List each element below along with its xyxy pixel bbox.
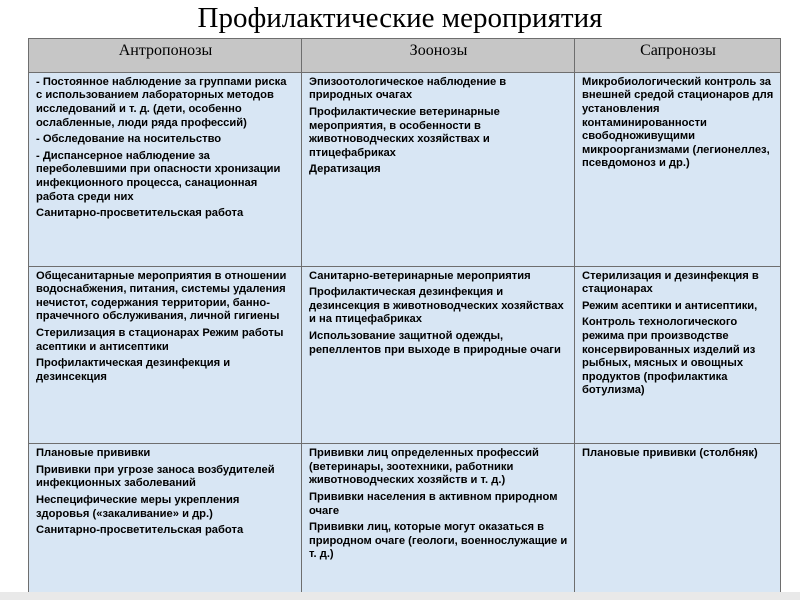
cell-sapronoses [575, 266, 781, 443]
cell-paragraph: Использование защитной одежды, репеллентов при выходе в природные очаги [309, 330, 561, 356]
cell-paragraph: Стерилизация и дезинфекция в стационарах [582, 269, 759, 296]
prevention-table [28, 38, 781, 598]
cell-anthroponoses [29, 72, 302, 266]
cell-zoonoses [302, 72, 575, 266]
header-zoonoses: Зоонозы [302, 39, 575, 73]
cell-paragraph: Режим асептики и антисептики, [582, 299, 758, 312]
header-sapronoses: Сапронозы [575, 39, 781, 73]
header-anthroponoses: Антропонозы [29, 39, 302, 73]
cell-paragraph: Прививки населения в активном природном очаге [309, 490, 558, 517]
cell-paragraph: - Обследование на носительство [36, 133, 222, 146]
cell-paragraph: Прививки лиц определенных профессий (ветеринары, зоотехники, работники животноводческих хозяйств и т. д.) [309, 447, 539, 487]
table-row [29, 444, 781, 598]
slide-bottom-band [0, 592, 800, 600]
cell-paragraph: - Постоянное наблюдение за группами риска с использованием лабораторных методов исследований и т. д. (дети, особенно ослабленные, люди ряда профессий) [36, 75, 287, 129]
cell-sapronoses [575, 444, 781, 598]
cell-sapronoses [575, 72, 781, 266]
page-title: Профилактические мероприятия [197, 2, 603, 34]
cell-paragraph: Общесанитарные мероприятия в отношении водоснабжения, питания, системы удаления нечистот, содержания территории, банно-прачечного обслуживания, личной гигиены [36, 269, 287, 323]
cell-zoonoses [302, 444, 575, 598]
cell-paragraph: Плановые прививки (столбняк) [582, 447, 758, 460]
cell-paragraph: Плановые прививки [36, 447, 151, 460]
table-row [29, 266, 781, 443]
cell-paragraph: Санитарно-просветительская работа [36, 524, 244, 537]
cell-paragraph: Стерилизация в стационарах Режим работы асептики и антисептики [36, 327, 284, 353]
cell-paragraph: Микробиологический контроль за внешней средой стационаров для установления контаминированности свободноживущими микроорганизмами (легионеллез, псевдомоноз и др.) [582, 75, 774, 170]
cell-paragraph: Дератизация [309, 163, 381, 176]
cell-paragraph: Профилактическая дезинфекция и дезинсекция [36, 357, 231, 383]
cell-paragraph: Контроль технологического режима при производстве консервированных изделий из рыбных, мясных и овощных продуктов (профилактика ботулизма) [582, 316, 756, 397]
cell-anthroponoses [29, 444, 302, 598]
table-row [29, 72, 781, 266]
header-row [29, 39, 781, 73]
cell-paragraph: Эпизоотологическое наблюдение в природных очагах [309, 75, 507, 102]
cell-paragraph: Профилактическая дезинфекция и дезинсекция в животноводческих хозяйствах и на птицефабриках [309, 286, 564, 326]
cell-paragraph: Прививки лиц, которые могут оказаться в природном очаге (геологи, военнослужащие и т. д.) [309, 521, 568, 561]
cell-anthroponoses [29, 266, 302, 443]
cell-paragraph: - Диспансерное наблюдение за переболевшими при опасности хронизации инфекционного процесса, санационная работа среди них [36, 149, 281, 203]
cell-paragraph: Прививки при угрозе заноса возбудителей инфекционных заболеваний [36, 463, 275, 490]
cell-paragraph: Санитарно-ветеринарные мероприятия [309, 269, 531, 282]
cell-zoonoses [302, 266, 575, 443]
cell-paragraph: Профилактические ветеринарные мероприятия, в особенности в животноводческих хозяйствах и птицефабриках [309, 106, 500, 159]
cell-paragraph: Неспецифические меры укрепления здоровья («закаливание» и др.) [36, 493, 240, 520]
cell-paragraph: Санитарно-просветительская работа [36, 207, 244, 220]
